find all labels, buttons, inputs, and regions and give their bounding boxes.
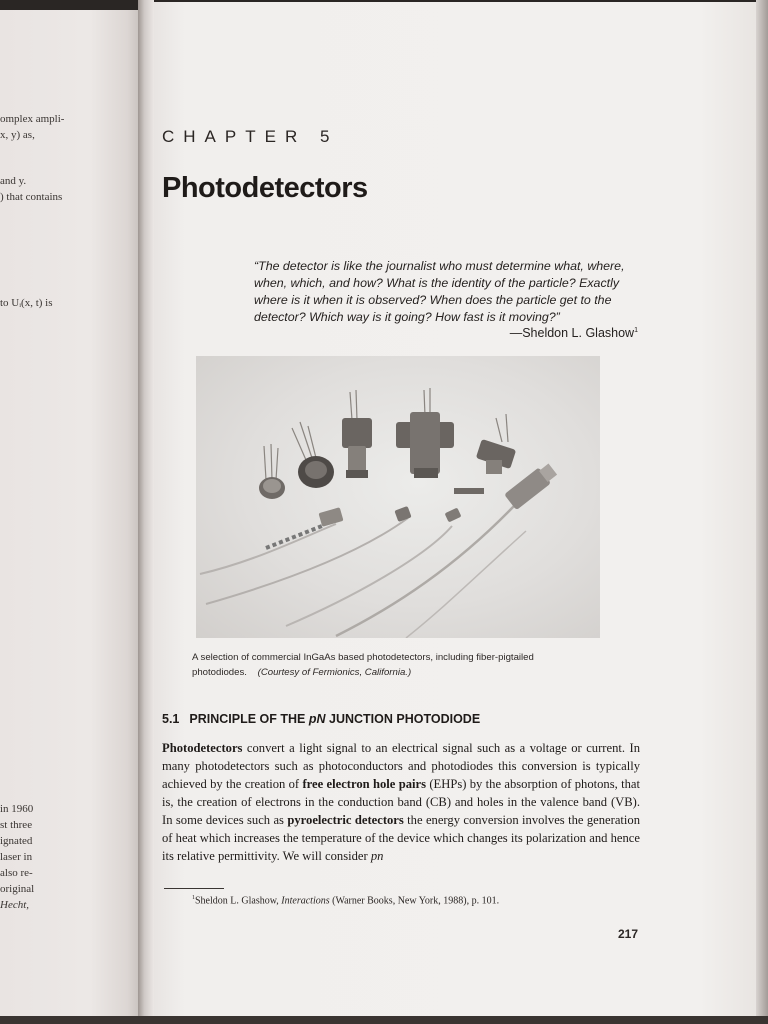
left-page-line: ) that contains bbox=[0, 191, 63, 203]
fiber-cable bbox=[286, 526, 452, 626]
footnote-author: Sheldon L. Glashow, bbox=[195, 895, 282, 907]
footnote-marker: 1 bbox=[634, 326, 638, 334]
left-page-line: x, y) as, bbox=[0, 129, 35, 141]
striped-cable bbox=[266, 526, 322, 548]
attribution-text: —Sheldon L. Glashow bbox=[509, 326, 635, 340]
left-page-line: to Uᵢ(x, t) is bbox=[0, 297, 53, 309]
body-paragraph bbox=[162, 739, 640, 865]
left-page bbox=[0, 10, 150, 1018]
caption-text: A selection of commercial InGaAs based photodetectors, including fiber-pigtailed photodiodes. bbox=[192, 652, 534, 678]
section-title-part: JUNCTION PHOTODIODE bbox=[325, 712, 481, 726]
left-page-line: laser in bbox=[0, 851, 33, 863]
epigraph-quote: “The detector is like the journalist who must determine what, where, when, which, and how? What is the identity of the particle? Exactly where is it when it is observed? When does the particle get to the detector? Which way is it going? How fast is it moving?” bbox=[254, 259, 625, 324]
body-text-run: the energy conversion involves the generation of heat which increases the temperature of the device which changes its polarization and hence its relative permittivity. We will consider bbox=[162, 813, 641, 863]
photodetector-photo bbox=[196, 356, 600, 638]
caption-credit: (Courtesy of Fermionics, California.) bbox=[257, 667, 412, 678]
flange-module bbox=[396, 388, 454, 478]
chapter-label: CHAPTER 5 bbox=[162, 127, 339, 146]
left-page-line: also re- bbox=[0, 867, 33, 879]
page-edge bbox=[756, 0, 768, 1024]
footnote bbox=[192, 895, 499, 906]
section-title-part: PRINCIPLE OF THE bbox=[189, 712, 309, 726]
pigtail-connector bbox=[445, 508, 462, 523]
bold-term: pyroelectric detectors bbox=[287, 813, 404, 827]
bold-term: Photodetectors bbox=[162, 741, 243, 755]
italic-term: pn bbox=[370, 849, 384, 863]
body-text-run: (EHPs) by the absorption of photons, that is, the creation of electrons in the conduction band (CB) and holes in the valence band (VB). In some devices such as bbox=[162, 777, 640, 827]
section-heading bbox=[162, 712, 480, 726]
left-page-line: Hecht, bbox=[0, 899, 30, 911]
pigtail-connector bbox=[394, 506, 411, 522]
section-number: 5.1 bbox=[162, 712, 180, 726]
footnote-number: 1 bbox=[192, 895, 195, 901]
chapter-title: Photodetectors bbox=[162, 172, 368, 204]
flange-module bbox=[342, 390, 372, 478]
epigraph-attribution bbox=[470, 326, 638, 340]
fc-connector bbox=[504, 461, 559, 510]
left-page-line: and y. bbox=[0, 175, 27, 187]
table-surface bbox=[0, 1016, 768, 1024]
left-page-line: in 1960 bbox=[0, 803, 34, 815]
to-can-detector bbox=[259, 444, 285, 499]
photodetectors-image bbox=[196, 356, 600, 638]
figure-caption bbox=[192, 650, 632, 680]
book-gutter bbox=[138, 0, 154, 1024]
fiber-cable bbox=[336, 506, 514, 636]
footnote-rest: (Warner Books, New York, 1988), p. 101. bbox=[329, 895, 500, 907]
left-page-line: omplex ampli- bbox=[0, 113, 65, 125]
to-can-detector bbox=[292, 422, 334, 488]
section-title-italic: pN bbox=[308, 712, 326, 726]
page-number: 217 bbox=[618, 927, 639, 941]
small-component bbox=[454, 488, 484, 494]
pigtail-connector bbox=[318, 507, 343, 527]
left-page-line: ignated bbox=[0, 835, 33, 847]
footnote-rule bbox=[164, 888, 224, 889]
footnote-book: Interactions bbox=[281, 895, 330, 907]
left-page-line: st three bbox=[0, 819, 33, 831]
bold-term: free electron hole pairs bbox=[302, 777, 426, 791]
flange-module bbox=[476, 414, 516, 474]
left-page-line: original bbox=[0, 883, 35, 895]
body-text-run: convert a light signal to an electrical signal such as a voltage or current. In many photodetectors such as photoconductors and photodiodes this conversion is typically achieved by the creation of bbox=[162, 741, 640, 791]
